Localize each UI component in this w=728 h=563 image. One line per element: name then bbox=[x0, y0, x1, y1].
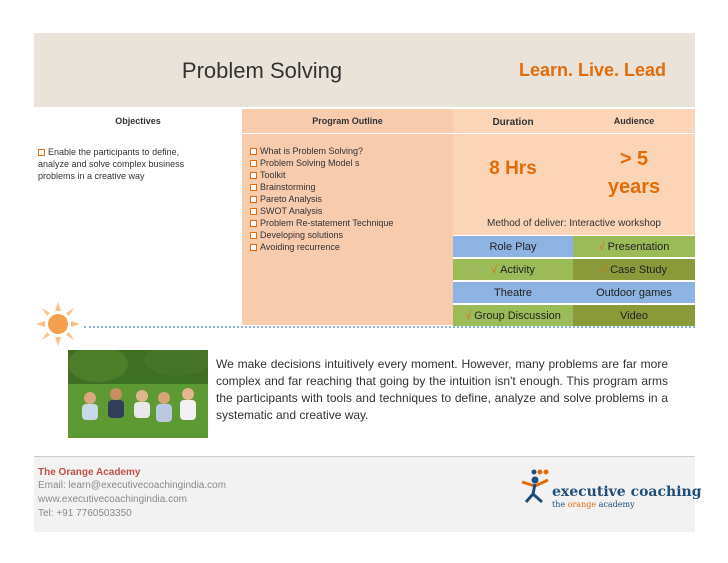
delivery-method: Method of deliver: Interactive workshop bbox=[453, 212, 695, 235]
audience-value-years: years bbox=[607, 176, 661, 198]
list-item: Avoiding recurrence bbox=[250, 241, 450, 253]
group-photo bbox=[68, 350, 208, 438]
checkbox-icon bbox=[250, 148, 257, 155]
checkbox-icon bbox=[250, 220, 257, 227]
list-item: Brainstorming bbox=[250, 181, 450, 193]
logo-subtext: the orange academy bbox=[552, 500, 635, 509]
checkbox-icon bbox=[250, 232, 257, 239]
outline-list bbox=[250, 145, 450, 253]
method-video: Video bbox=[573, 304, 695, 326]
objectives-list bbox=[38, 146, 238, 182]
objective-line: Enable the participants to define, bbox=[48, 147, 180, 157]
method-outdoor-games: Outdoor games bbox=[573, 281, 695, 303]
method-activity: √ Activity bbox=[453, 258, 573, 280]
check-icon: √ bbox=[491, 264, 498, 276]
list-item: What is Problem Solving? bbox=[250, 145, 450, 157]
list-item: Problem Solving Model s bbox=[250, 157, 450, 169]
objective-line: analyze and solve complex business bbox=[38, 159, 185, 169]
page-title: Problem Solving bbox=[181, 58, 343, 83]
duration-header: Duration bbox=[492, 117, 534, 128]
checkbox-icon bbox=[250, 160, 257, 167]
list-item: SWOT Analysis bbox=[250, 205, 450, 217]
sun-icon bbox=[34, 300, 82, 348]
footer-org-name: The Orange Academy bbox=[38, 467, 141, 478]
checkbox-icon bbox=[250, 172, 257, 179]
logo-text: executive coaching bbox=[552, 484, 702, 500]
checkbox-icon bbox=[250, 184, 257, 191]
list-item: Pareto Analysis bbox=[250, 193, 450, 205]
method-theatre: Theatre bbox=[453, 281, 573, 303]
program-outline-header: Program Outline bbox=[312, 116, 383, 126]
dotted-divider bbox=[84, 326, 695, 328]
header-divider bbox=[34, 133, 695, 134]
tagline: Learn. Live. Lead bbox=[518, 60, 667, 80]
audience-header: Audience bbox=[613, 116, 655, 126]
description-paragraph: We make decisions intuitively every moment. However, many problems are far more complex and far reaching that going by the intuition isn't enough. This program arms the participants with tools and techniques to define, analyze and solve problems in a systematic and creative way. bbox=[216, 357, 668, 422]
objectives-header: Objectives bbox=[115, 116, 161, 126]
method-presentation: √ Presentation bbox=[573, 235, 695, 257]
footer-phone: Tel: +91 7760503350 bbox=[38, 508, 132, 519]
check-icon: √ bbox=[598, 241, 605, 253]
executive-coaching-logo-icon bbox=[518, 468, 552, 504]
objectives-column bbox=[34, 109, 242, 325]
footer-email[interactable]: Email: learn@executivecoachingindia.com bbox=[38, 480, 227, 491]
method-group-discussion: √ Group Discussion bbox=[453, 304, 573, 326]
checkbox-icon bbox=[250, 244, 257, 251]
list-item: Problem Re-statement Technique bbox=[250, 217, 450, 229]
method-role-play: Role Play bbox=[453, 235, 573, 257]
method-case-study: √ Case Study bbox=[573, 258, 695, 280]
list-item: Toolkit bbox=[250, 169, 450, 181]
check-icon: √ bbox=[601, 264, 608, 276]
checkbox-icon bbox=[38, 149, 45, 156]
objective-line: problems in a creative way bbox=[38, 171, 145, 181]
footer-website[interactable]: www.executivecoachingindia.com bbox=[38, 494, 187, 505]
audience-value: > 5 bbox=[619, 148, 649, 170]
duration-value: 8 Hrs bbox=[489, 158, 537, 179]
list-item: Developing solutions bbox=[250, 229, 450, 241]
check-icon: √ bbox=[465, 310, 472, 322]
checkbox-icon bbox=[250, 208, 257, 215]
checkbox-icon bbox=[250, 196, 257, 203]
